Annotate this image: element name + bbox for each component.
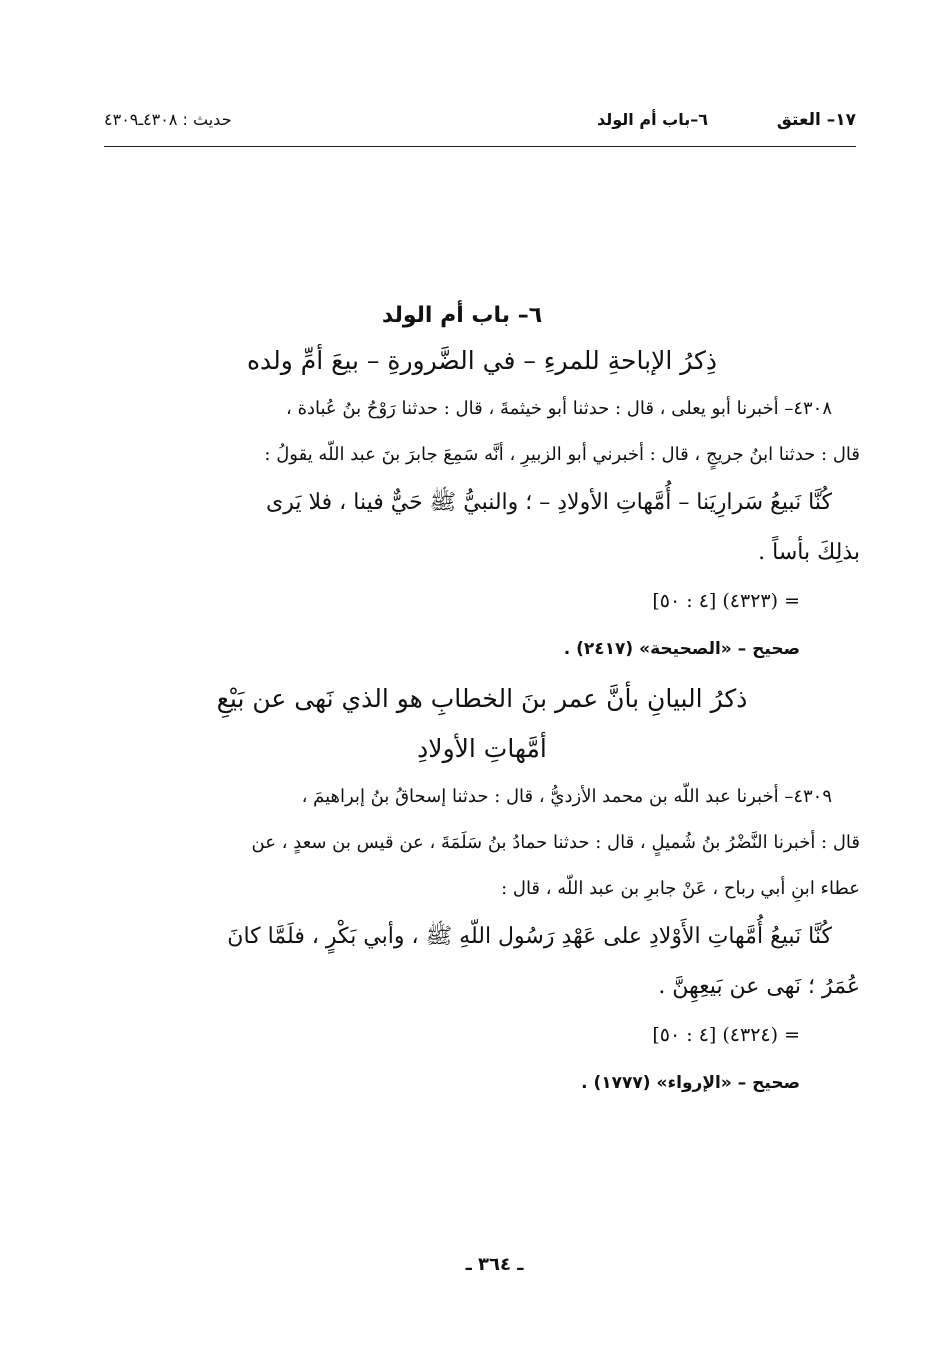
hadith-4309-reference: = (٤٣٢٤) [٤ : ٥٠] (652, 1024, 800, 1046)
page-content (104, 296, 860, 1108)
header-chapter-title: ٦–باب أم الولد (597, 110, 708, 129)
hadith-4309-grade: صحيح – «الإرواء» (١٧٧٧) . (581, 1073, 800, 1093)
hadith-4309-matn-line-2: عُمَرُ ؛ نَهى عن بَيعِهِنَّ . (658, 974, 860, 999)
header-divider (104, 146, 856, 147)
chapter-title: ٦– باب أم الولد (381, 303, 543, 328)
hadith-4308-isnad-line-2: قال : حدثنا ابنُ جريجٍ ، قال : أخبرني أبو الزبيرِ ، أنَّه سَمِعَ جابرَ بنَ عبد اللّه يقولُ : (264, 444, 860, 465)
hadith-4308-matn-line-1: كُنَّا نَبيعُ سَرارِيَنا – أُمَّهاتِ الأولادِ – ؛ والنبيُّ ﷺ حَيٌّ فينا ، فلا يَرى (266, 490, 832, 515)
header-hadith-range: حديث : ٤٣٠٨ـ٤٣٠٩ (104, 110, 232, 129)
hadith-4308-matn-line-2: بذلِكَ بأساً . (758, 540, 860, 565)
hadith-4308-reference: = (٤٣٢٣) [٤ : ٥٠] (652, 590, 800, 612)
section-title-1: ذِكرُ الإباحةِ للمرءِ – في الضَّرورةِ – بيعَ أمِّ ولده (246, 346, 718, 375)
header-book-title: ١٧– العتق (776, 110, 856, 130)
hadith-4309-matn-line-1: كُنَّا نَبيعُ أُمَّهاتِ الأَوْلادِ على عَهْدِ رَسُول اللّهِ ﷺ ، وأبي بَكْرٍ ، فلَمَّا كانَ (227, 924, 832, 949)
hadith-4309-isnad-line-3: عطاء ابنِ أبي رباح ، عَنْ جابرِ بن عبد اللّه ، قال : (501, 878, 860, 899)
page-number: ـ ٣٦٤ ـ (465, 1254, 524, 1275)
hadith-4309-isnad-line-1: ٤٣٠٩– أخبرنا عبد اللّه بن محمد الأزديُّ ، قال : حدثنا إسحاقُ بنُ إبراهيمَ ، (301, 786, 832, 807)
hadith-4309-isnad-line-2: قال : أخبرنا النَّضْرُ بنُ شُميلٍ ، قال : حدثنا حمادُ بنُ سَلَمَةَ ، عن قيس بن سعدٍ ، عن (251, 832, 860, 853)
section-title-2-line-1: ذكرُ البيانِ بأنَّ عمر بنَ الخطابِ هو الذي نَهى عن بَيْعِ (216, 684, 748, 713)
hadith-4308-grade: صحيح – «الصحيحة» (٢٤١٧) . (563, 639, 800, 659)
section-title-2-line-2: أمَّهاتِ الأولادِ (417, 734, 547, 763)
running-header (104, 110, 856, 140)
hadith-4308-isnad-line-1: ٤٣٠٨– أخبرنا أبو يعلى ، قال : حدثنا أبو خيثمةَ ، قال : حدثنا رَوْحُ بنُ عُبادة ، (286, 398, 832, 419)
